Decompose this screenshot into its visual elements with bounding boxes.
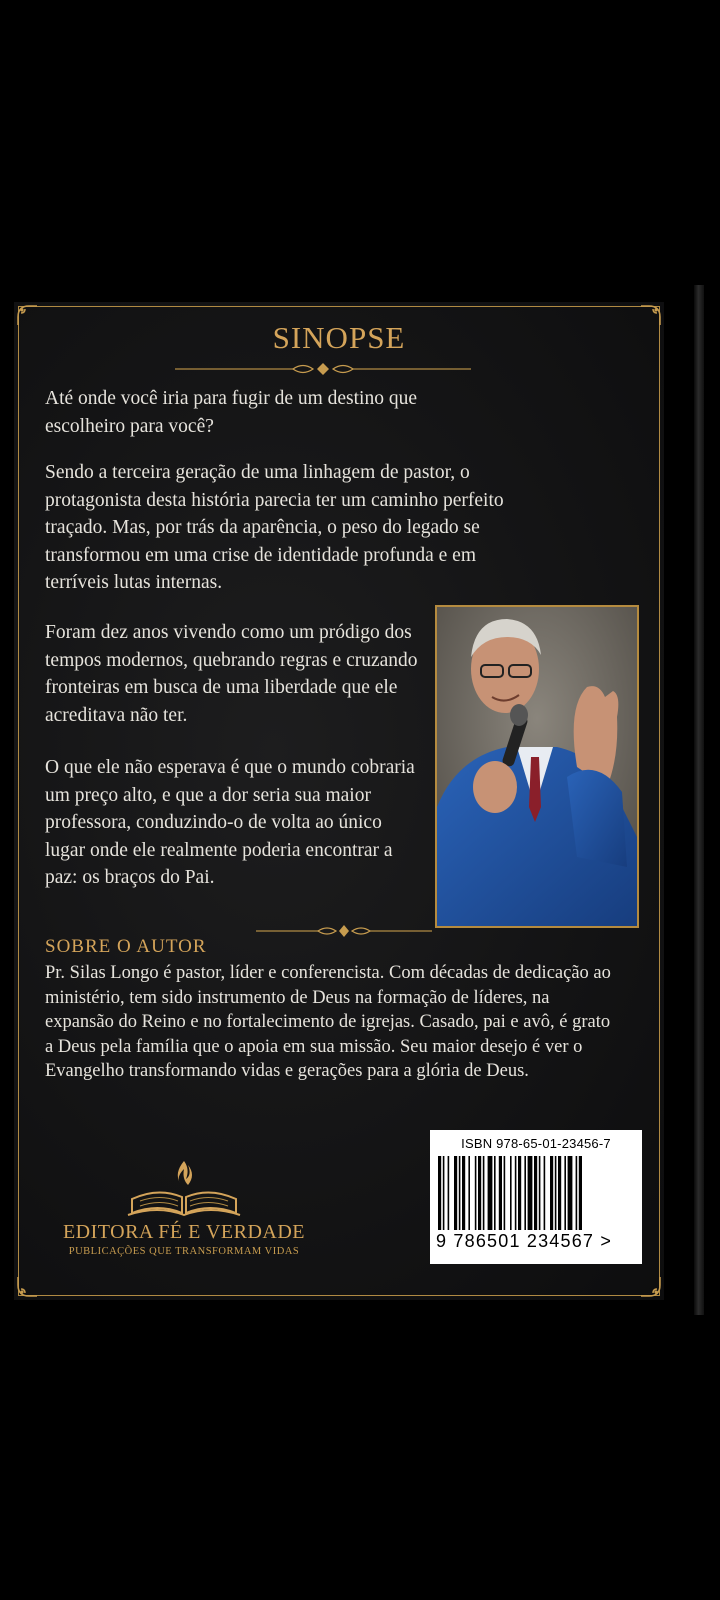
open-book-flame-icon — [124, 1157, 244, 1219]
ornamental-divider-icon — [175, 360, 471, 378]
isbn-barcode — [430, 1130, 642, 1264]
about-author-title: SOBRE O AUTOR — [45, 936, 207, 957]
author-photo — [435, 605, 639, 928]
barcode-bars — [436, 1156, 636, 1230]
synopsis-paragraph: Sendo a terceira geração de uma linhagem de pastor, o protagonista desta história parecia ter um caminho perfeito traçado. Mas, por trás da aparência, o peso do legado se transformou em uma crise de identidade profunda e em terríveis lutas internas. — [45, 462, 504, 593]
ornamental-divider-icon — [256, 922, 432, 940]
corner-ornament-icon — [17, 1275, 39, 1297]
isbn-label: ISBN 978-65-01-23456-7 — [461, 1136, 611, 1151]
publisher-tagline: PUBLICAÇÕES QUE TRANSFORMAM VIDAS — [68, 1246, 300, 1257]
about-author-text: Pr. Silas Longo é pastor, líder e conferencista. Com décadas de dedicação ao ministério, tem sido instrumento de Deus na formação de líderes, na expansão do Reino e no fortalecimento de igrejas. Casado, pai e avô, é grato a Deus pela família que o apoia em sua missão. Seu maior desejo é ver o Evangelho transformando vidas e gerações para a glória de Deus. — [45, 963, 611, 1081]
publisher-name: EDITORA FÉ E VERDADE — [62, 1221, 306, 1243]
barcode-digits: 9 786501 234567 > — [436, 1231, 613, 1251]
synopsis-paragraph: O que ele não esperava é que o mundo cobraria um preço alto, e que a dor seria sua maior professora, conduzindo-o de volta ao único lugar onde ele realmente poderia encontrar a paz: os braços do Pai. — [45, 757, 415, 888]
book-spine — [694, 285, 704, 1315]
synopsis-paragraph: Até onde você iria para fugir de um destino que escolheiro para você? — [45, 388, 417, 437]
synopsis-paragraph: Foram dez anos vivendo como um pródigo dos tempos modernos, quebrando regras e cruzando fronteiras em busca de uma liberdade que ele acreditava não ter. — [45, 622, 418, 726]
publisher-logo — [54, 1157, 314, 1277]
back-cover — [14, 302, 664, 1300]
corner-ornament-icon — [639, 1275, 661, 1297]
synopsis-title: SINOPSE — [272, 320, 406, 355]
